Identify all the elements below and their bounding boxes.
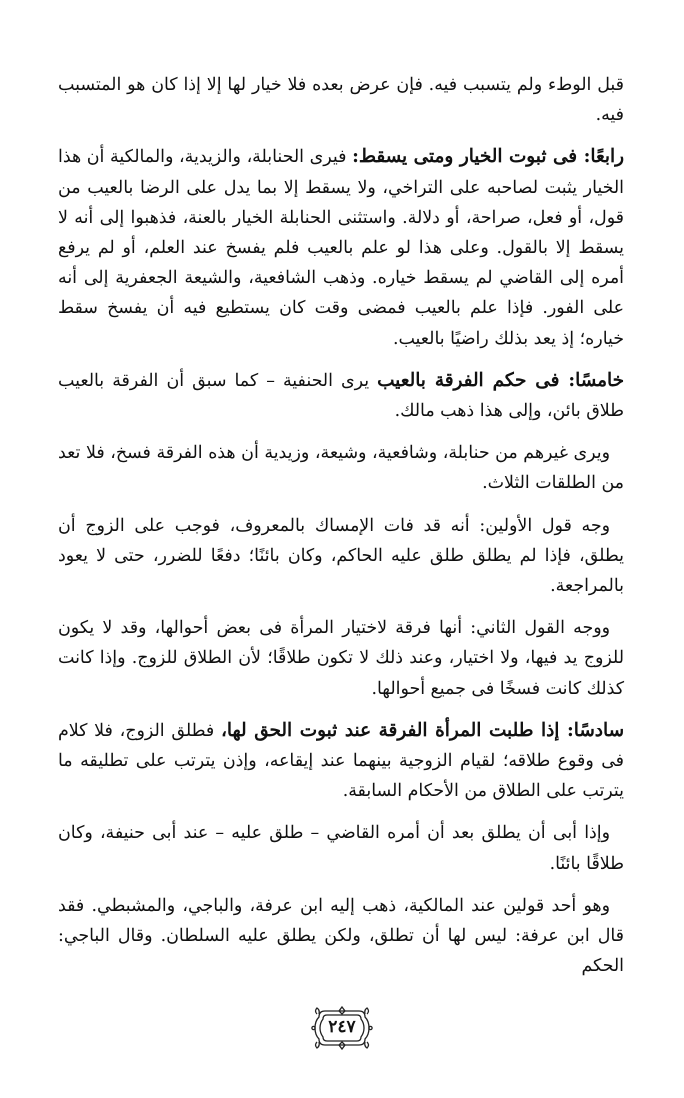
paragraph-8-text: وإذا أبى أن يطلق بعد أن أمره القاضي – طلق عليه – عند أبى حنيفة، وكان طلاقًا بائنًا.	[58, 823, 624, 874]
paragraph-5-text: وجه قول الأولين: أنه قد فات الإمساك بالمعروف، فوجب على الزوج أن يطلق، فإذا لم يطلق طلق عليه الحاكم، وكان بائنًا؛ دفعًا للضرر، حتى لا يعود بالمراجعة.	[58, 515, 624, 597]
paragraph-9	[58, 891, 624, 982]
section-heading-6: سادسًا: إذا طلبت المرأة الفرقة عند ثبوت الحق لها،	[220, 719, 625, 741]
paragraph-2-text: فيرى الحنابلة، والزيدية، والمالكية أن هذا الخيار يثبت لصاحبه على التراخي، ولا يسقط إلا بما يدل على الرضا بالعيب من قول، أو فعل، صراحة، أو دلالة. واستثنى الحنابلة الخيار بالعنة، فذهبوا إلى أنه لا يسقط إلا بالقول. وعلى هذا لو علم بالعيب فلم يفسخ عند العلم، أو لم يرفع أمره إلى القاضي لم يسقط خياره. وذهب الشافعية، والشيعة الجعفرية إلى أنه على الفور. فإذا علم بالعيب فمضى وقت كان يستطيع فيه أن يفسخ سقط خياره؛ إذ يعد بذلك راضيًا بالعيب.	[58, 147, 624, 349]
paragraph-2	[58, 142, 624, 353]
page-number: ٢٤٧	[328, 1017, 356, 1037]
paragraph-3	[58, 366, 624, 426]
section-heading-5: خامسًا: فى حكم الفرقة بالعيب	[377, 369, 624, 391]
paragraph-9-text: وهو أحد قولين عند المالكية، ذهب إليه ابن عرفة، والباجي، والمشبطي. فقد قال ابن عرفة: ليس لها أن تطلق، ولكن يطلق عليه السلطان. وقال الباجي: الحكم	[58, 895, 624, 977]
paragraph-7	[58, 716, 624, 807]
page-number-frame	[311, 1005, 373, 1051]
paragraph-1	[58, 70, 624, 130]
paragraph-4	[58, 438, 624, 498]
paragraph-3-text: يرى الحنفية – كما سبق أن الفرقة بالعيب طلاق بائن، وإلى هذا ذهب مالك.	[58, 370, 624, 422]
paragraph-5	[58, 511, 624, 602]
paragraph-7-text: فطلق الزوج، فلا كلام فى وقوع طلاقه؛ لقيام الزوجية بينهما عند إيقاعه، وإذن يترتب على تطليقه ما يترتب على الطلاق من الأحكام السابقة.	[58, 720, 624, 802]
section-heading-4: رابعًا: فى ثبوت الخيار ومتى يسقط:	[352, 146, 624, 168]
paragraph-4-text: ويرى غيرهم من حنابلة، وشافعية، وشيعة، وزيدية أن هذه الفرقة فسخ، فلا تعد من الطلقات الثلاث.	[58, 443, 624, 494]
paragraph-6	[58, 613, 624, 704]
paragraph-6-text: ووجه القول الثاني: أنها فرقة لاختيار المرأة فى بعض أحوالها، وقد لا يكون للزوج يد فيها، ولا اختيار، وعند ذلك لا تكون طلاقًا؛ لأن الطلاق للزوج. وإذا كانت كذلك كانت فسخًا فى جميع أحوالها.	[58, 618, 624, 699]
paragraph-8	[58, 818, 624, 878]
body-text	[58, 70, 624, 987]
paragraph-1-text: قبل الوطء ولم يتسبب فيه. فإن عرض بعده فلا خيار لها إلا إذا كان هو المتسبب فيه.	[58, 75, 624, 126]
